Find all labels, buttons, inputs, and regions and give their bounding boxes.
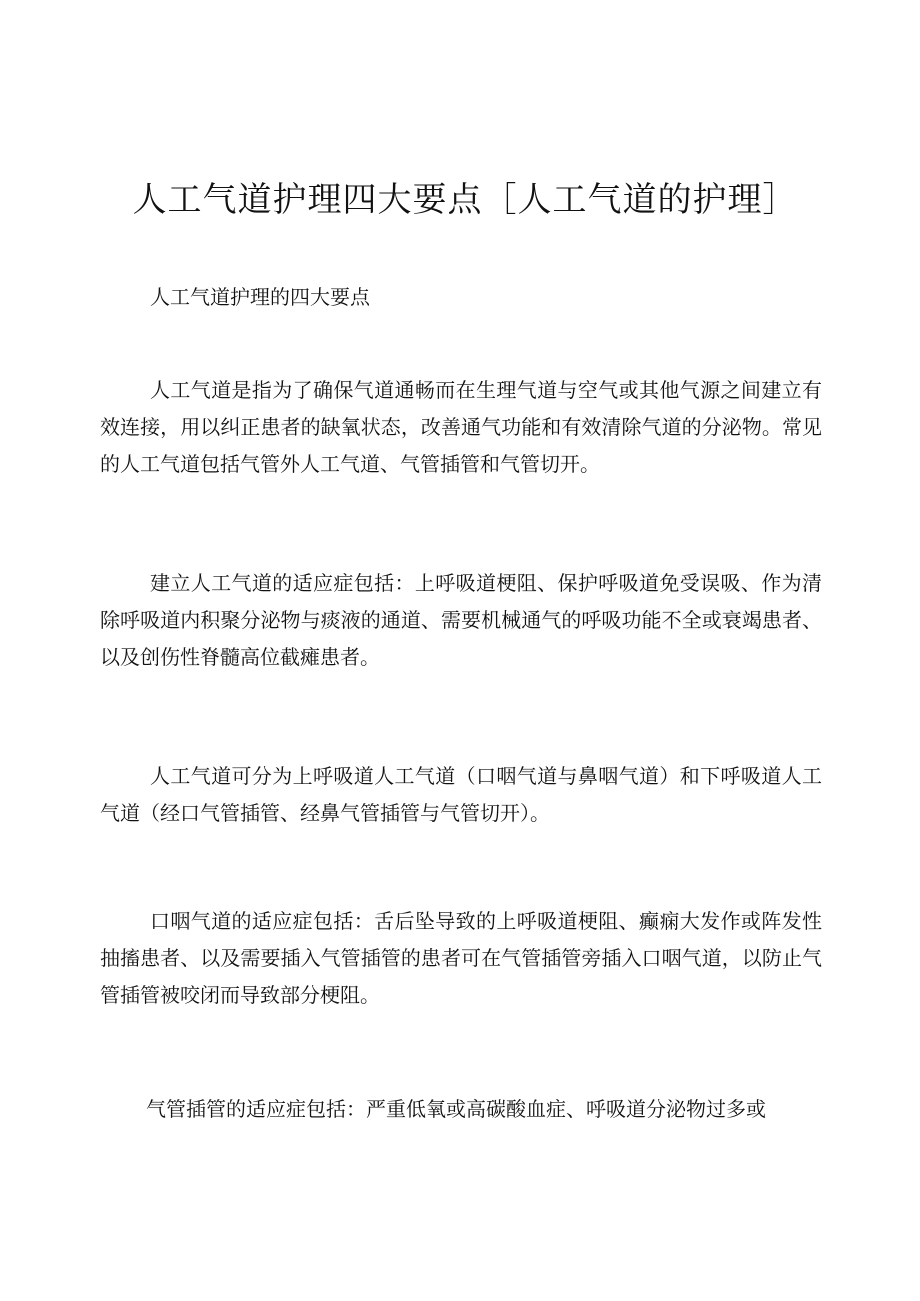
paragraph-classification: 人工气道可分为上呼吸道人工气道（口咽气道与鼻咽气道）和下呼吸道人工气道（经口气管插管、经鼻气管插管与气管切开）。 <box>100 764 822 825</box>
paragraph-definition: 人工气道是指为了确保气道通畅而在生理气道与空气或其他气源之间建立有效连接，用以纠正患者的缺氧状态，改善通气功能和有效清除气道的分泌物。常见的人工气道包括气管外人工气道、气管插管和气管切开。 <box>100 378 822 476</box>
paragraph-indications: 建立人工气道的适应症包括：上呼吸道梗阻、保护呼吸道免受误吸、作为清除呼吸道内积聚分泌物与痰液的通道、需要机械通气的呼吸功能不全或衰竭患者、以及创伤性脊髓高位截瘫患者。 <box>100 571 822 669</box>
paragraph-tracheal-intubation: 气管插管的适应症包括：严重低氧或高碳酸血症、呼吸道分泌物过多或 <box>146 1097 766 1121</box>
document-title: 人工气道护理四大要点［人工气道的护理］ <box>132 180 798 220</box>
document-subtitle: 人工气道护理的四大要点 <box>150 285 370 309</box>
paragraph-oropharyngeal-airway: 口咽气道的适应症包括：舌后坠导致的上呼吸道梗阻、癫痫大发作或阵发性抽搐患者、以及需要插入气管插管的患者可在气管插管旁插入口咽气道，以防止气管插管被咬闭而导致部分梗阻。 <box>100 909 822 1007</box>
